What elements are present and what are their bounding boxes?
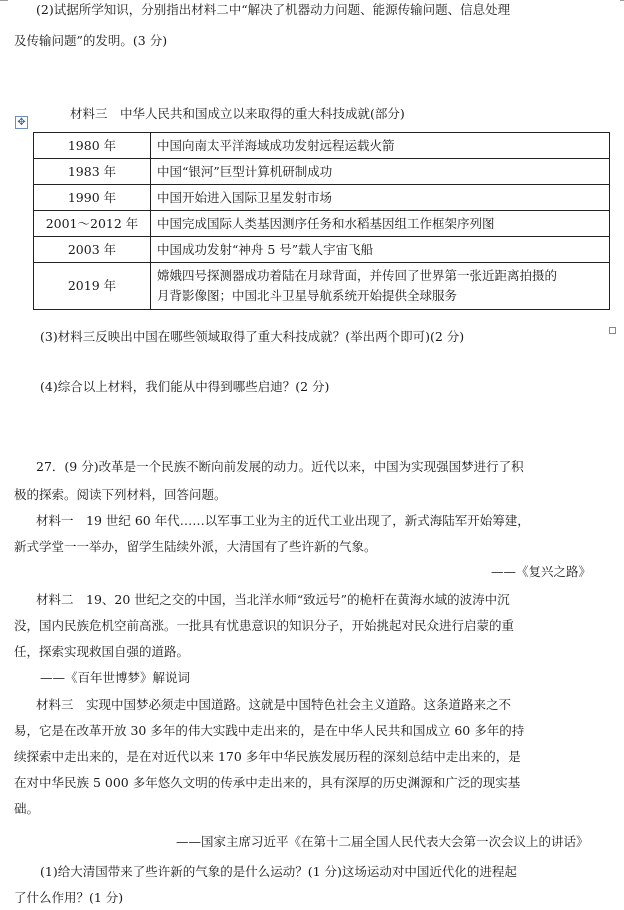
table-row [34,185,610,211]
material-2-source: ——《百年世博梦》解说词 [40,670,191,685]
year-cell: 1990 年 [34,185,151,211]
material-3-line-1: 材料三 实现中国梦必须走中国道路。这就是中国特色社会主义道路。这条道路来之不 [36,697,512,712]
material-1-line-1: 材料一 19 世纪 60 年代……以军事工业为主的近代工业出现了，新式海陆军开始筹建， [36,513,530,528]
question-3: (3)材料三反映出中国在哪些领域取得了重大科技成就？(举出两个即可)(2 分) [40,329,465,344]
question-27-1-line-1: (1)给大清国带来了些许新的气象的是什么运动？(1 分)这场运动对中国近代化的进程起 [40,864,517,879]
question-2-line-1: (2)试据所学知识，分别指出材料二中“解决了机器动力问题、能源传输问题、信息处理 [36,2,511,17]
event-cell: 中国“银河”巨型计算机研制成功 [151,159,610,185]
question-27-line-2: 极的探索。阅读下列材料，回答问题。 [14,487,227,502]
table-row [34,237,610,263]
event-line: 月背影像图；中国北斗卫星导航系统开始提供全球服务 [157,288,458,303]
question-27-1-line-2: 了什么作用？(1 分) [14,890,124,905]
tech-achievements-table [33,132,610,310]
material-2-line-1: 材料二 19、20 世纪之交的中国，当北洋水师“致远号”的桅杆在黄海水域的波涛中沉 [36,592,510,607]
page-edge-left [0,0,8,1]
table-row [34,133,610,159]
question-4: (4)综合以上材料，我们能从中得到哪些启迪？(2 分) [40,379,330,394]
event-cell: 中国完成国际人类基因测序任务和水稻基因组工作框架序列图 [151,211,610,237]
material-3-source: ——国家主席习近平《在第十二届全国人民代表大会第一次会议上的讲话》 [176,834,589,849]
material-1-source: ——《复兴之路》 [491,564,592,579]
event-cell: 中国开始进入国际卫星发射市场 [151,185,610,211]
table-move-handle-icon[interactable]: ✥ [15,116,28,129]
year-cell: 2003 年 [34,237,151,263]
year-cell: 2019 年 [34,263,151,310]
year-cell: 1983 年 [34,159,151,185]
event-cell [151,263,610,310]
material-2-line-2: 没，国内民族危机空前高涨。一批具有忧患意识的知识分子，开始挑起对民众进行启蒙的重 [14,618,515,633]
question-27-line-1: 27．(9 分)改革是一个民族不断向前发展的动力。近代以来，中国为实现强国梦进行了积 [36,459,524,474]
material-3-line-3: 续探索中走出来的，是在对近代以来 170 多年中华民族发展历程的深刻总结中走出来的，是 [14,749,521,764]
material-2-line-3: 任，探索实现救国自强的道路。 [14,644,190,659]
year-cell: 1980 年 [34,133,151,159]
table-row [34,159,610,185]
table-row [34,263,610,310]
year-cell: 2001～2012 年 [34,211,151,237]
material-3-line-2: 易，它是在改革开放 30 多年的伟大实践中走出来的，是在中华人民共和国成立 60 多年的持 [14,723,525,738]
page-edge-right [620,0,624,1]
event-cell: 中国向南太平洋海域成功发射远程运载火箭 [151,133,610,159]
table-resize-handle[interactable] [609,327,616,334]
question-2-line-2: 及传输问题”的发明。(3 分) [14,33,168,48]
event-line: 嫦娥四号探测器成功着陆在月球背面，并传回了世界第一张近距离拍摄的 [157,268,558,283]
material-3-line-4: 在对中华民族 5 000 多年悠久文明的传承中走出来的，具有深厚的历史渊源和广泛的现实基 [14,775,521,790]
material-3-line-5: 础。 [14,801,40,816]
event-cell: 中国成功发射“神舟 5 号”载人宇宙飞船 [151,237,610,263]
material-3-caption: 材料三 中华人民共和国成立以来取得的重大科技成就(部分) [70,106,405,121]
table-row [34,211,610,237]
material-1-line-2: 新式学堂一一举办，留学生陆续外派，大清国有了些许新的气象。 [14,539,377,554]
